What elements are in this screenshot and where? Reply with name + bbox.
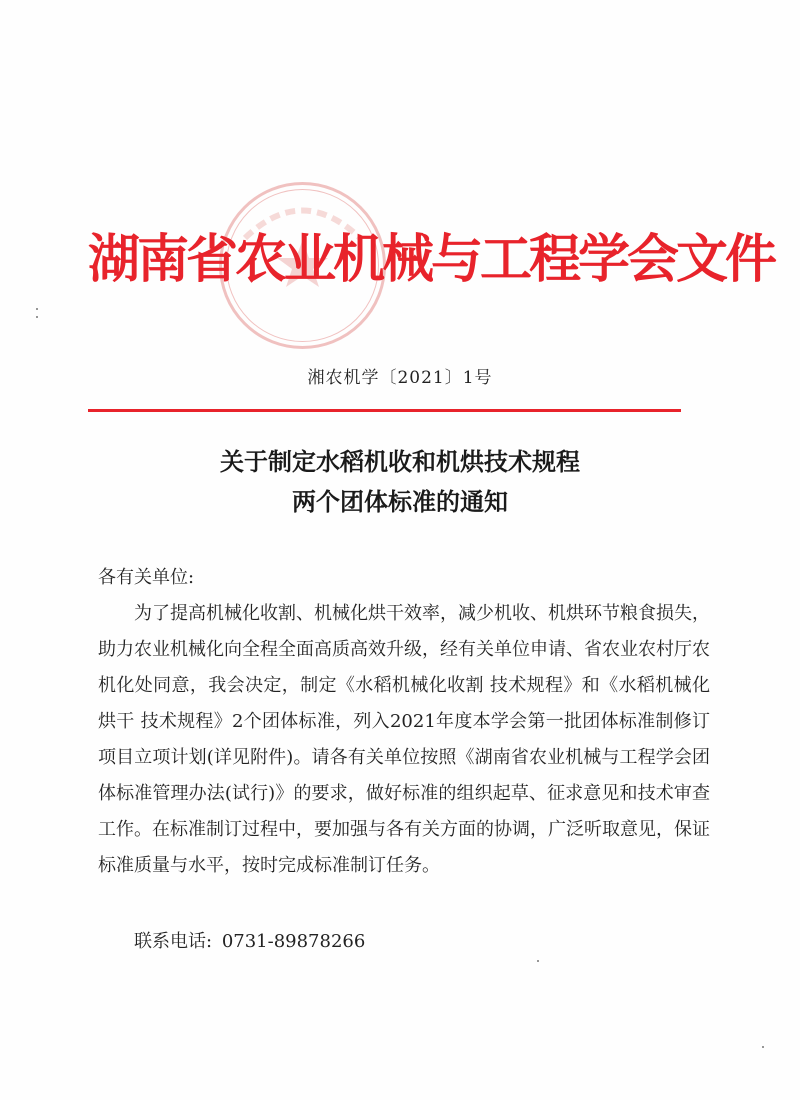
contact-phone: 0731-89878266 [221, 931, 366, 952]
contact-line [134, 930, 369, 954]
title-line-2: 两个团体标准的通知 [292, 487, 508, 516]
body-paragraph: 为了提高机械化收割、机械化烘干效率，减少机收、机烘环节粮食损失，助力农业机械化向全程全面高质高效升级，经有关单位申请、省农业农村厅农机化处同意，我会决定，制定《水稻机械化收割 技术规程》和《水稻机械化烘干 技术规程》2个团体标准，列入2021年度本学会第一批团体标准制修订项目立项计划(详见附件)。请各有关单位按照《湖南省农业机械与工程学会团体标准管理办法(试行)》的要求，做好标准的组织起草、征求意见和技术审查工作。在标准制订过程中，要加强与各有关方面的协调，广泛听取意见，保证标准质量与水平，按时完成标准制订任务。 [98, 603, 710, 876]
body-text [98, 596, 710, 884]
document-number: 湘农机学〔2021〕1号 [307, 368, 493, 388]
document-masthead: 湖南省农业机械与工程学会文件 [88, 230, 775, 290]
document-title [0, 442, 800, 522]
red-divider-line [88, 409, 681, 412]
title-line-1: 关于制定水稻机收和机烘技术规程 [220, 447, 580, 476]
salutation: 各有关单位: [98, 567, 195, 588]
contact-label: 联系电话: [134, 931, 213, 952]
